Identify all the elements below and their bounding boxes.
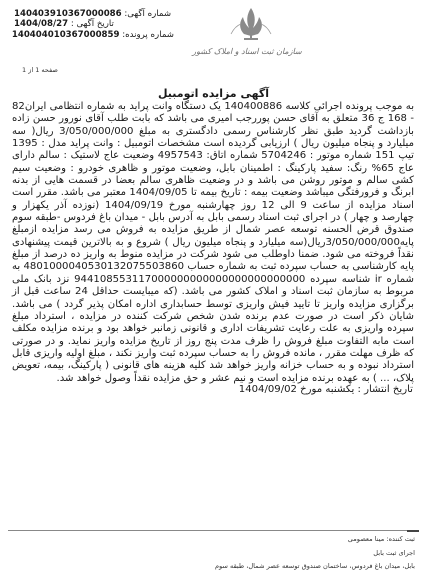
organization-name bbox=[187, 46, 307, 58]
notice-title: آگهی مزایده اتومبیل bbox=[157, 87, 270, 100]
page-indicator: صفحه 1 از 1 bbox=[22, 66, 58, 74]
footer-divider bbox=[8, 530, 419, 531]
ad-date-row bbox=[14, 19, 174, 29]
ad-number-row bbox=[14, 9, 174, 19]
ad-meta-block bbox=[11, 9, 174, 40]
case-number-row bbox=[11, 29, 174, 40]
ad-number-label: شماره آگهی: bbox=[124, 9, 172, 19]
document-footer bbox=[0, 530, 427, 576]
document-header bbox=[0, 0, 427, 85]
notice-body: به موجب پرونده اجرائی کلاسه 140400886 یک دستگاه وانت پراید به شماره انتظامی ایران82 - 168 ج 36 متعلق به آقای حسن پوررجب امیری می باشد که بابت طلب آقای نورور حسن زاده بازداشت گردید طبق نظر کارشناس رسمی دادگستری به مبلغ 3/050/000/000 ریال( سه میلیارد و پنجاه میلیون ریال ) ارزیابی گردیده است مشخصات اتومبیل : وانت پراید مدل : 1395 تیپ 151 شماره موتور : 5704246 شماره اتاق: 4957543 وضعیت عاج لاستیک : سالم دارای عاج 65% رنگ: سفید پارکینگ : اطمینان بابل، وضعیت موتور و ظاهری خودرو : وضعیت سیم کشی سالم و موتور روشن می باشد و در وضعیت ظاهری سالم بعضا در قسمت هایی از بدنه ابرنگ و فرورفتگی میباشد وضعیت بیمه : تاریخ بیمه تا 1404/09/05 معتبر می باشد. مقرر است اسناد مزایده از ساعت 9 الی 12 روز چهارشنبه مورخ 1404/09/19 (نوزده آذر یکهزار و چهارصد و چهار ) در اجرای ثبت اسناد رسمی بابل به آدرس بابل - میدان باغ فردوس -طبقه سوم صندوق قرض الحسنه توسعه عصر شمال از طریق مزایده به فروش می رسد مزایده ازمبلغ پایه3/050/000/000ریال(سه میلیارد و پنجاه میلیون ریال ) شروع و به بالاترین قیمت پیشنهادی نقداً فروخته می شود. ضمنا داوطلب می شود شرکت در مزایده منوط به واریز ده درصد از مبلغ پایه کارشناسی به حساب سپرده ثبت به شماره حساب 4801000040530132075503860 به شماره ir شناسه سپرده 944108553117000000000000000000000000 نزد بانک ملی مربوط به سازمان ثبت اسناد و املاک کشور می باشد. (که میبایست حداقل 24 ساعت قبل از برگزاری مزایده واریز تا تایید فیش واریزی توسط حسابداری اداره امکان پذیر گردد ) می باشد. شایان ذکر است در صورت عدم برنده شدن شخص شرکت کننده در مزایده ، استرداد مبلغ سپرده واریزی به علت رعایت تشریفات اداری و قانونی زمانبر خواهد بود و برنده مزایده مکلف است مابه التفاوت مبلغ فروش را ظرف مدت پنج روز از تاریخ مزایده واریز نماید. و در صورتی که ظرف مهلت مقرر ، مانده فروش را به حساب سپرده ثبت واریز نکند ، مبلغ اولیه واریزی قابل استرداد نبوده و به حساب خزانه واریز خواهد شد کلیه هزینه های قانونی ( پارکینگ، بیمه، تعویض پلاک، ... ) به عهده برنده مزایده است و نیم عشر و حق مزایده نقداً وصول خواهد شد. bbox=[12, 101, 414, 384]
ad-number: 140403910367000086 bbox=[14, 9, 122, 19]
footer-accent-mark bbox=[407, 530, 419, 532]
iran-emblem-icon bbox=[227, 4, 275, 44]
footer-author: ثبت کننده: مینا معصومی bbox=[347, 535, 415, 543]
footer-address: بابل، میدان باغ فردوس، ساختمان صندوق توسعه عصر شمال، طبقه سوم bbox=[214, 562, 415, 570]
publish-date: تاریخ انتشار : یکشنبه مورخ 1404/09/02 bbox=[238, 384, 413, 395]
ad-date-label: تاریخ آگهی : bbox=[70, 19, 114, 30]
case-number: 140404010367000859 bbox=[11, 29, 120, 40]
ad-date: 1404/08/27 bbox=[14, 19, 69, 30]
footer-unit: اجرای ثبت بابل bbox=[373, 549, 415, 557]
case-number-label: شماره پرونده: bbox=[122, 29, 174, 40]
org-line-1: سازمان ثبت اسناد و املاک کشور bbox=[192, 47, 302, 56]
